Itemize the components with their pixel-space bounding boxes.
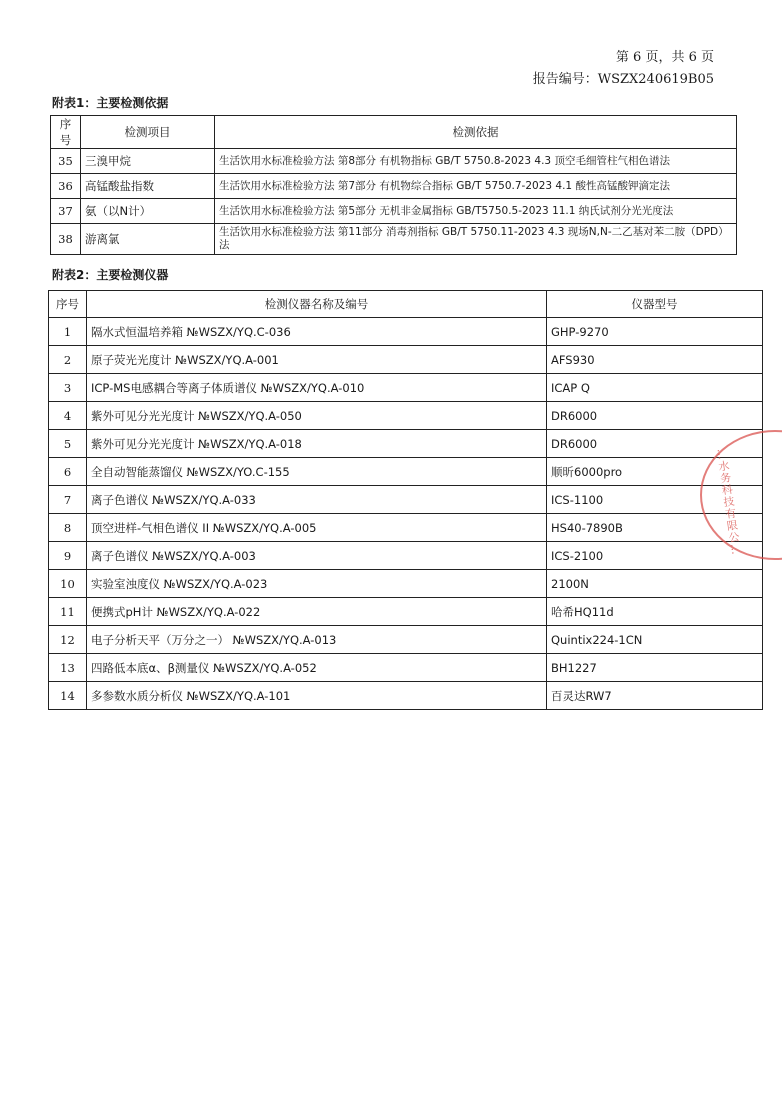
row-instrument-name: 四路低本底α、β测量仪 №WSZX/YQ.A-052 (87, 654, 547, 682)
row-instrument-model: 2100N (547, 570, 763, 598)
row-instrument-model: Quintix224-1CN (547, 626, 763, 654)
row-item: 氨（以N计） (81, 199, 215, 224)
row-instrument-model: BH1227 (547, 654, 763, 682)
row-instrument-model: ICS-1100 (547, 486, 763, 514)
table-row (49, 626, 763, 654)
header-instrument-name: 检测仪器名称及编号 (87, 291, 547, 318)
row-instrument-name: 顶空进样-气相色谱仪 II №WSZX/YQ.A-005 (87, 514, 547, 542)
row-seq: 35 (51, 149, 81, 174)
row-item: 游离氯 (81, 224, 215, 255)
header-item: 检测项目 (81, 116, 215, 149)
table-row (51, 224, 737, 255)
row-instrument-name: 全自动智能蒸馏仪 №WSZX/YO.C-155 (87, 458, 547, 486)
row-seq: 9 (49, 542, 87, 570)
table-row (49, 430, 763, 458)
table-row (49, 458, 763, 486)
row-seq: 37 (51, 199, 81, 224)
table-row (49, 346, 763, 374)
row-seq: 36 (51, 174, 81, 199)
row-seq: 2 (49, 346, 87, 374)
table-header-row (51, 116, 737, 149)
row-seq: 13 (49, 654, 87, 682)
row-seq: 10 (49, 570, 87, 598)
detection-basis-table (50, 115, 737, 255)
row-instrument-model: ICAP Q (547, 374, 763, 402)
row-seq: 8 (49, 514, 87, 542)
header-seq: 序号 (51, 116, 81, 149)
row-item: 三溴甲烷 (81, 149, 215, 174)
row-seq: 11 (49, 598, 87, 626)
row-instrument-name: 电子分析天平（万分之一） №WSZX/YQ.A-013 (87, 626, 547, 654)
row-instrument-model: HS40-7890B (547, 514, 763, 542)
row-instrument-model: 百灵达RW7 (547, 682, 763, 710)
row-seq: 6 (49, 458, 87, 486)
row-instrument-name: ICP-MS电感耦合等离子体质谱仪 №WSZX/YQ.A-010 (87, 374, 547, 402)
row-instrument-name: 原子荧光光度计 №WSZX/YQ.A-001 (87, 346, 547, 374)
table-row (49, 374, 763, 402)
row-instrument-model: 顺昕6000pro (547, 458, 763, 486)
row-instrument-model: GHP-9270 (547, 318, 763, 346)
header-basis: 检测依据 (215, 116, 737, 149)
row-instrument-model: AFS930 (547, 346, 763, 374)
instrument-table (48, 290, 763, 710)
row-seq: 1 (49, 318, 87, 346)
row-instrument-name: 多参数水质分析仪 №WSZX/YQ.A-101 (87, 682, 547, 710)
report-number: 报告编号：WSZX240619B05 (532, 72, 714, 87)
table-row (49, 682, 763, 710)
table-row (49, 318, 763, 346)
row-seq: 4 (49, 402, 87, 430)
header-seq: 序号 (49, 291, 87, 318)
table-row (49, 542, 763, 570)
row-basis: 生活饮用水标准检验方法 第7部分 有机物综合指标 GB/T 5750.7-2023 4.1 酸性高锰酸钾滴定法 (215, 174, 737, 199)
page-number: 第 6 页，共 6 页 (615, 50, 714, 65)
table-row (51, 199, 737, 224)
row-instrument-name: 隔水式恒温培养箱 №WSZX/YQ.C-036 (87, 318, 547, 346)
row-instrument-model: ICS-2100 (547, 542, 763, 570)
row-basis: 生活饮用水标准检验方法 第8部分 有机物指标 GB/T 5750.8-2023 4.3 顶空毛细管柱气相色谱法 (215, 149, 737, 174)
row-instrument-model: DR6000 (547, 402, 763, 430)
table-row (51, 149, 737, 174)
table-row (49, 654, 763, 682)
row-item: 高锰酸盐指数 (81, 174, 215, 199)
table-row (49, 570, 763, 598)
row-seq: 12 (49, 626, 87, 654)
table-row (49, 486, 763, 514)
row-seq: 7 (49, 486, 87, 514)
table1-title: 附表1：主要检测依据 (52, 96, 169, 110)
table-row (49, 514, 763, 542)
row-basis: 生活饮用水标准检验方法 第11部分 消毒剂指标 GB/T 5750.11-2023 4.3 现场N,N-二乙基对苯二胺（DPD）法 (215, 224, 737, 255)
row-instrument-name: 紫外可见分光光度计 №WSZX/YQ.A-050 (87, 402, 547, 430)
row-instrument-name: 离子色谱仪 №WSZX/YQ.A-033 (87, 486, 547, 514)
row-seq: 5 (49, 430, 87, 458)
row-basis: 生活饮用水标准检验方法 第5部分 无机非金属指标 GB/T5750.5-2023 11.1 纳氏试剂分光光度法 (215, 199, 737, 224)
header-instrument-model: 仪器型号 (547, 291, 763, 318)
table-row (49, 402, 763, 430)
table2-title: 附表2：主要检测仪器 (52, 268, 169, 282)
row-seq: 3 (49, 374, 87, 402)
row-instrument-model: 哈希HQ11d (547, 598, 763, 626)
row-instrument-model: DR6000 (547, 430, 763, 458)
table-header-row (49, 291, 763, 318)
row-seq: 14 (49, 682, 87, 710)
row-instrument-name: 便携式pH计 №WSZX/YQ.A-022 (87, 598, 547, 626)
row-seq: 38 (51, 224, 81, 255)
row-instrument-name: 离子色谱仪 №WSZX/YQ.A-003 (87, 542, 547, 570)
row-instrument-name: 紫外可见分光光度计 №WSZX/YQ.A-018 (87, 430, 547, 458)
row-instrument-name: 实验室浊度仪 №WSZX/YQ.A-023 (87, 570, 547, 598)
table-row (51, 174, 737, 199)
table-row (49, 598, 763, 626)
stamp-text: …水务科技有限公… (714, 447, 743, 557)
